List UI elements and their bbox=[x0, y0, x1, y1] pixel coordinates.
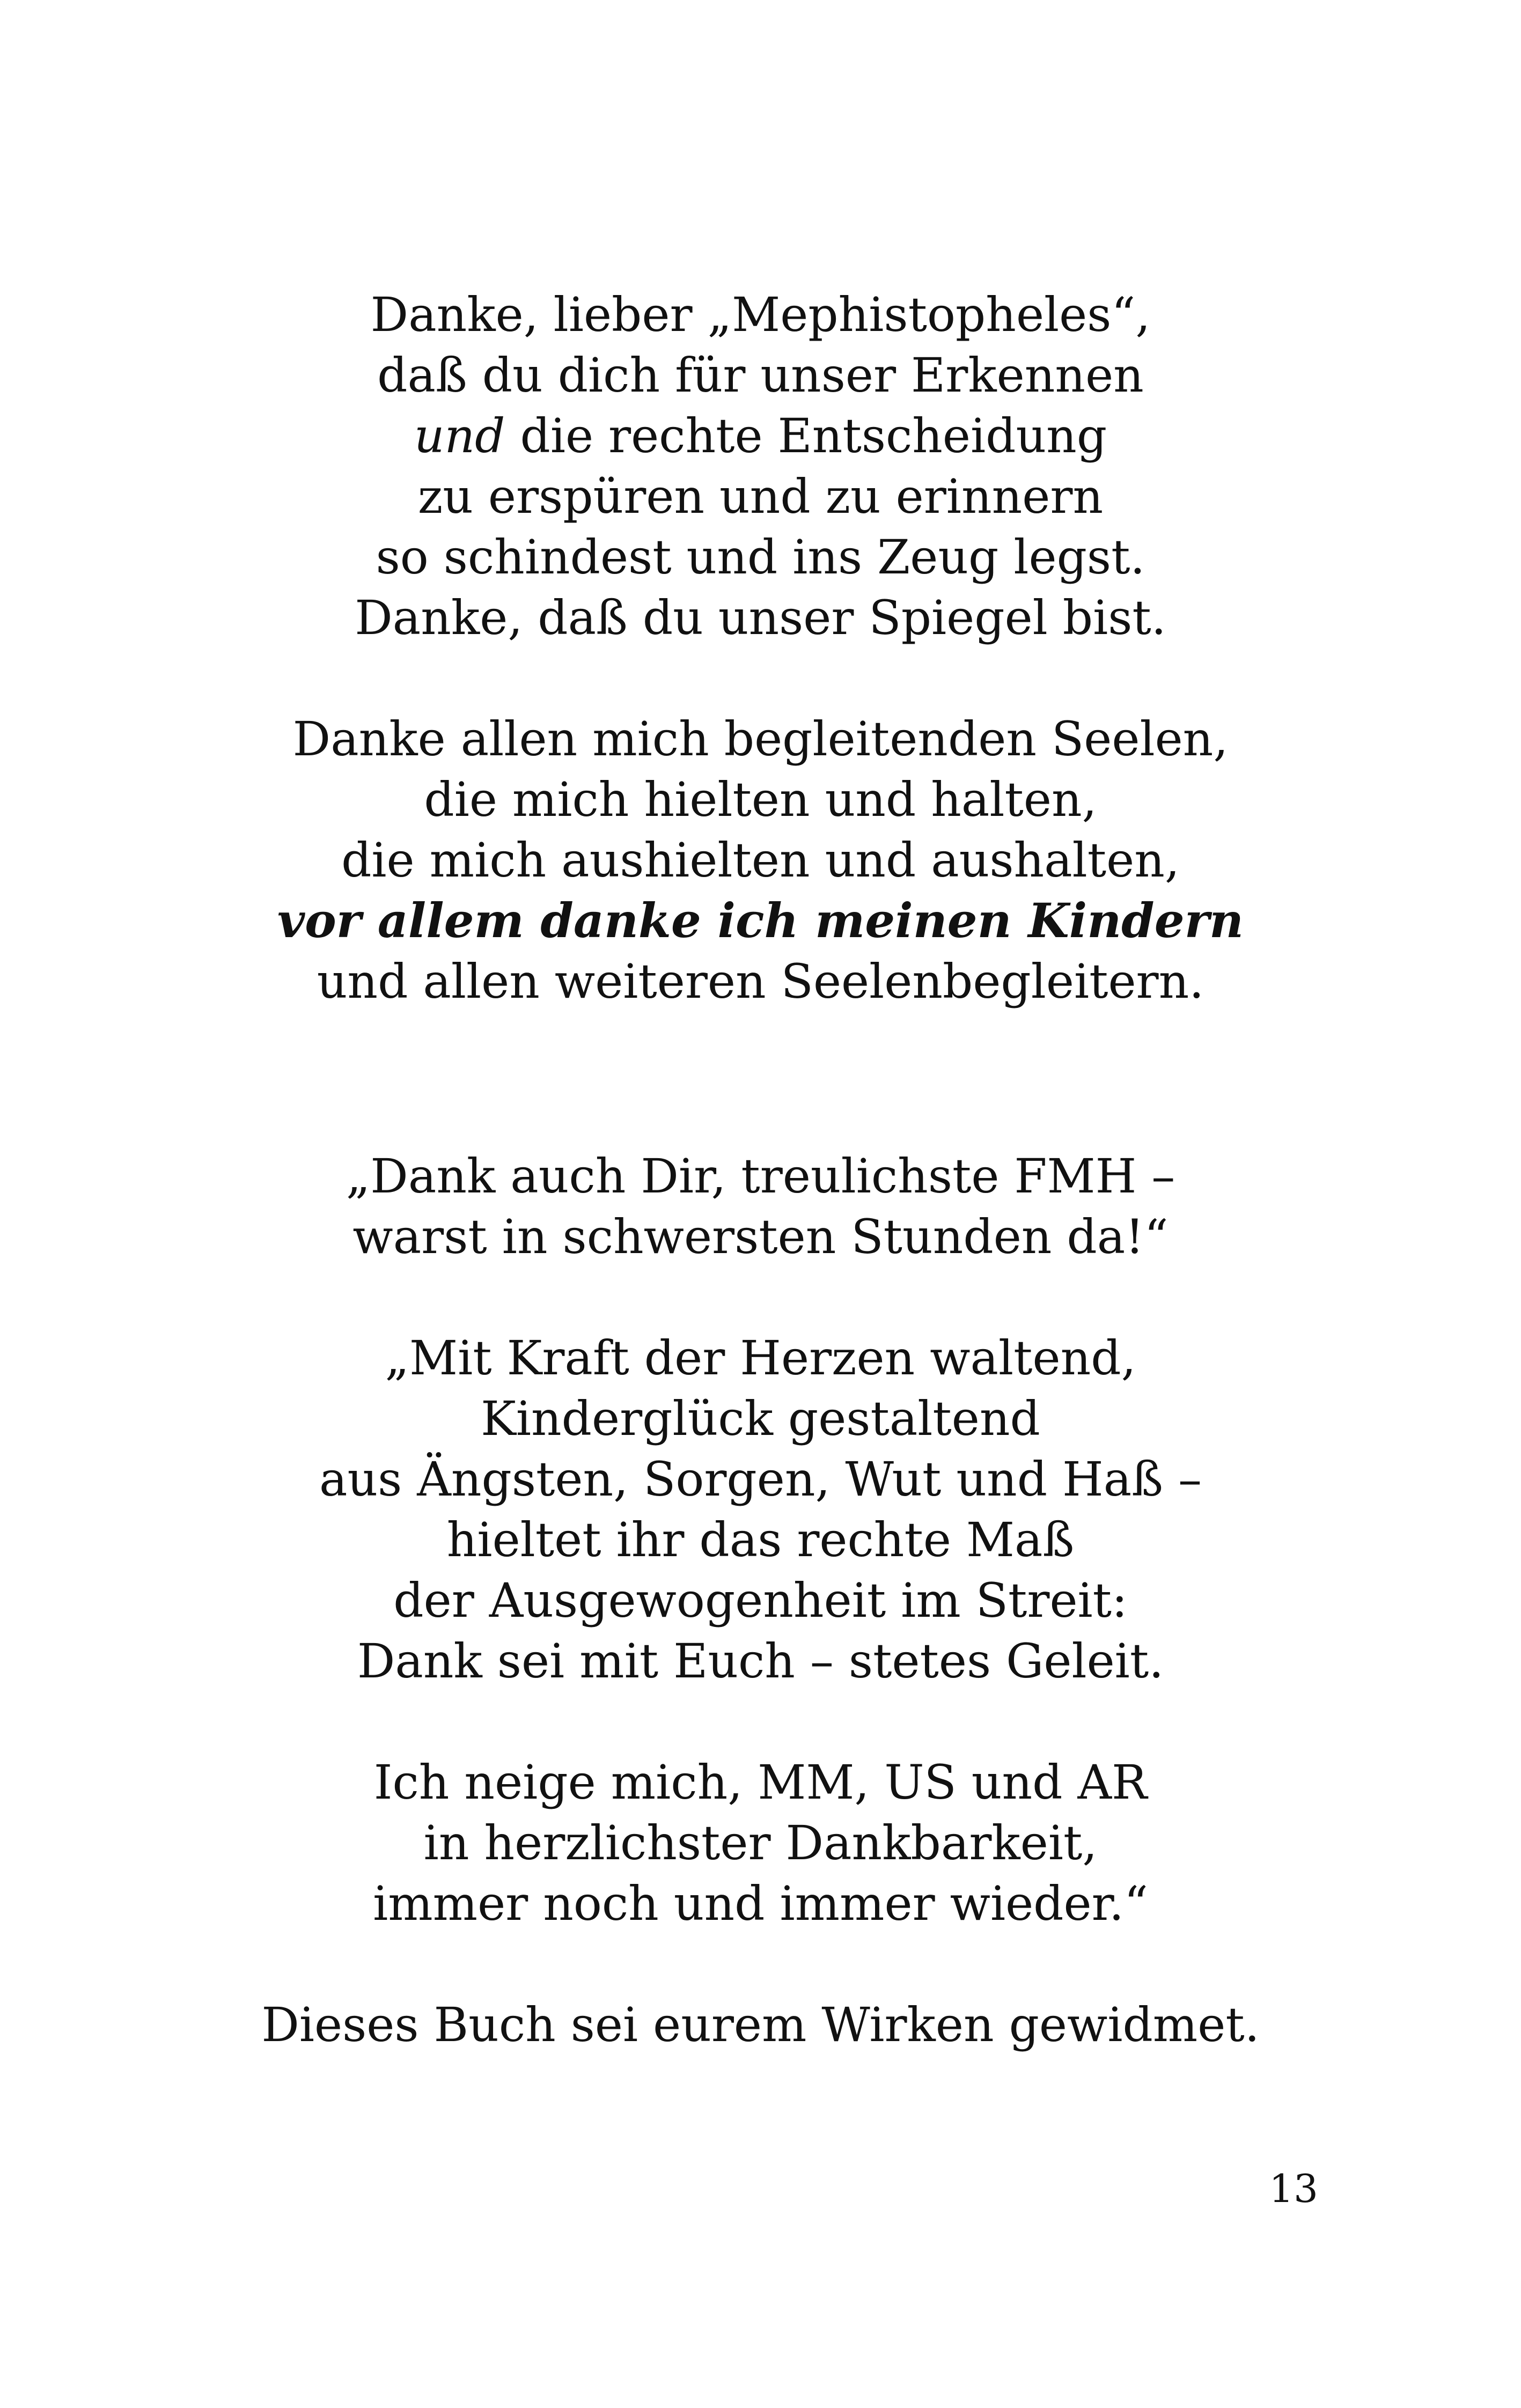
verse-line: und allen weiteren Seelenbegleitern. bbox=[317, 954, 1204, 1009]
verse-line bbox=[0, 406, 1521, 466]
verse-line: zu erspüren und zu erinnern bbox=[417, 469, 1104, 524]
verse-line: aus Ängsten, Sorgen, Wut und Haß – bbox=[319, 1452, 1202, 1507]
stanza-mephistopheles bbox=[0, 284, 1521, 648]
verse-line: Danke, daß du unser Spiegel bist. bbox=[355, 590, 1166, 645]
verse-line: Kinderglück gestaltend bbox=[481, 1391, 1040, 1446]
verse-line: so schindest und ins Zeug legst. bbox=[376, 529, 1145, 585]
verse-line: Danke allen mich begleitenden Seelen, bbox=[292, 711, 1229, 767]
verse-line-emphasized: vor allem danke ich meinen Kindern bbox=[277, 893, 1244, 948]
stanza-hearts bbox=[0, 1328, 1521, 1691]
verse-line: die mich aushielten und aushalten, bbox=[341, 833, 1180, 888]
dedication-line: Dieses Buch sei eurem Wirken gewidmet. bbox=[261, 1997, 1260, 2052]
page-number: 13 bbox=[1269, 2166, 1318, 2211]
verse-line: hieltet ihr das rechte Maß bbox=[446, 1512, 1075, 1567]
emphasized-word: und bbox=[414, 408, 505, 463]
verse-line: „Mit Kraft der Herzen waltend, bbox=[385, 1330, 1136, 1386]
stanza-dedication bbox=[0, 1994, 1521, 2055]
stanza-companions bbox=[0, 709, 1521, 1012]
verse-line: warst in schwersten Stunden da!“ bbox=[352, 1209, 1169, 1264]
verse-line: der Ausgewogenheit im Streit: bbox=[393, 1573, 1128, 1628]
verse-line-rest: die rechte Entscheidung bbox=[505, 408, 1107, 463]
stanza-gratitude bbox=[0, 1752, 1521, 1934]
verse-line: Ich neige mich, MM, US und AR bbox=[373, 1755, 1148, 1810]
verse-line: die mich hielten und halten, bbox=[424, 772, 1097, 827]
stanza-fmh bbox=[0, 1146, 1521, 1267]
verse-line: Dank sei mit Euch – stetes Geleit. bbox=[357, 1633, 1164, 1689]
verse-line: Danke, lieber „Mephistopheles“, bbox=[370, 287, 1151, 342]
dedication-text bbox=[0, 284, 1521, 2055]
verse-line: daß du dich für unser Erkennen bbox=[377, 348, 1144, 403]
verse-line: immer noch und immer wieder.“ bbox=[373, 1876, 1148, 1931]
verse-line: „Dank auch Dir, treulichste FMH – bbox=[346, 1148, 1175, 1204]
verse-line: in herzlichster Dankbarkeit, bbox=[423, 1815, 1098, 1871]
